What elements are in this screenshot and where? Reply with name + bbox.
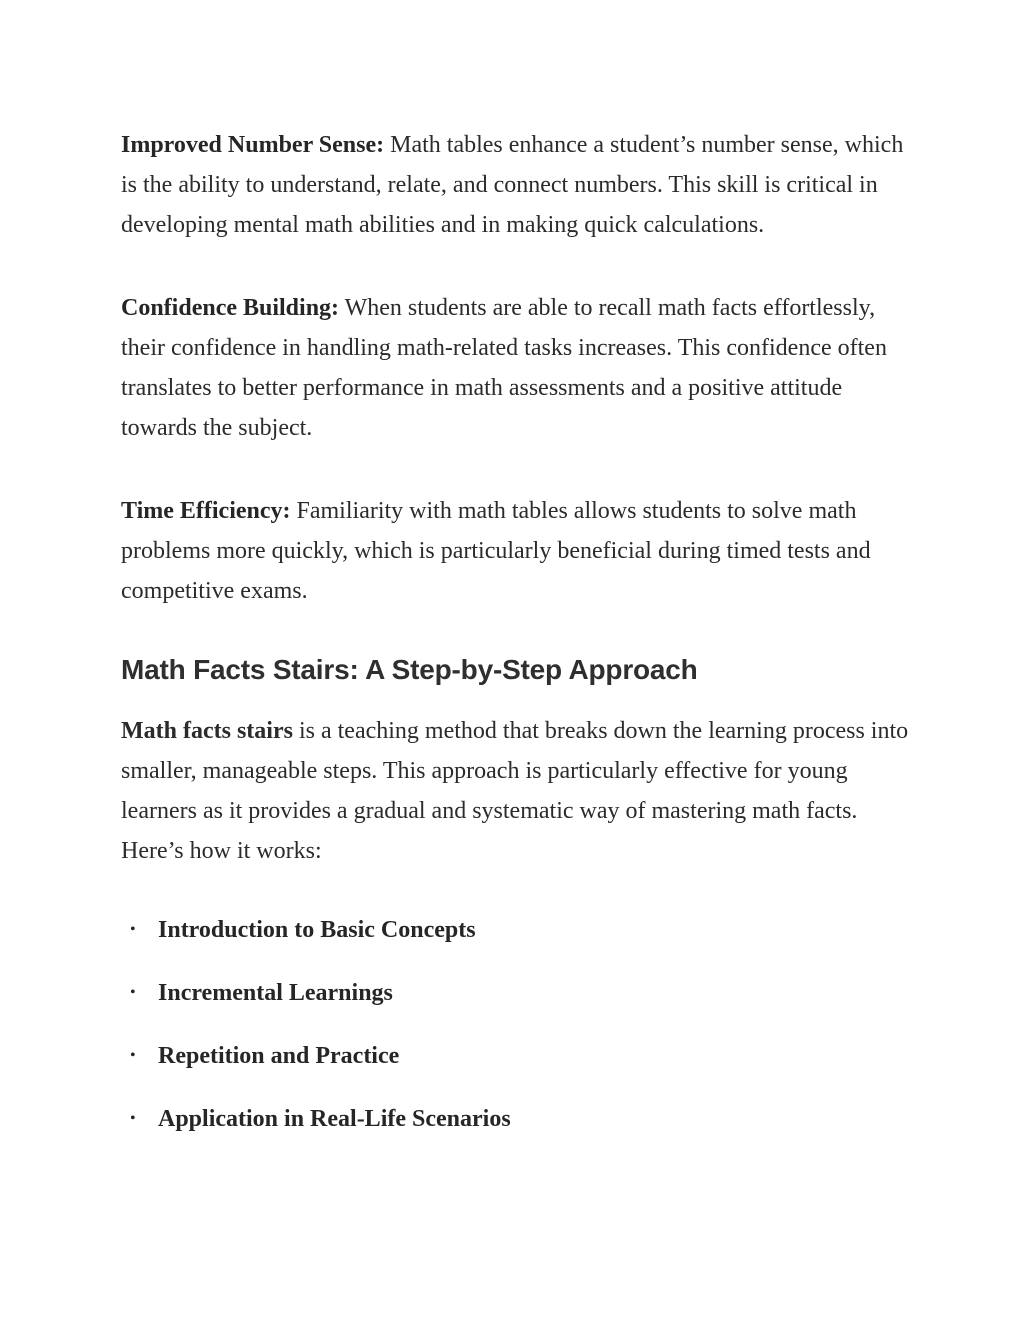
list-item — [121, 910, 911, 950]
bullet-icon: • — [130, 984, 136, 1001]
confidence-term: Confidence Building: — [121, 295, 340, 321]
step-label: Application in Real-Life Scenarios — [158, 1106, 511, 1132]
stairs-intro-text: is a teaching method that breaks down the learning process into smaller, manageable steps. This approach is particularly effective for young learners as it provides a gradual and systematic way of mastering math facts. Here’s how it works: — [121, 718, 909, 864]
step-label: Incremental Learnings — [158, 980, 393, 1006]
list-item — [121, 973, 911, 1013]
list-item — [121, 1036, 911, 1076]
bullet-icon: • — [130, 1110, 136, 1127]
time-efficiency-text: Familiarity with math tables allows students to solve math problems more quickly, which is particularly beneficial during timed tests and competitive exams. — [121, 498, 871, 604]
list-item — [121, 1099, 911, 1139]
confidence-paragraph — [121, 288, 911, 448]
section-heading: Math Facts Stairs: A Step-by-Step Approach — [121, 654, 698, 685]
confidence-text: When students are able to recall math facts effortlessly, their confidence in handling math-related tasks increases. This confidence often translates to better performance in math assessments and a positive attitude towards the subject. — [121, 295, 887, 441]
stairs-intro-term: Math facts stairs — [121, 718, 293, 744]
step-label: Repetition and Practice — [158, 1043, 400, 1069]
document-page — [121, 125, 911, 1162]
time-efficiency-paragraph — [121, 491, 911, 611]
number-sense-paragraph — [121, 125, 911, 245]
number-sense-term: Improved Number Sense: — [121, 132, 385, 158]
time-efficiency-term: Time Efficiency: — [121, 498, 291, 524]
bullet-icon: • — [130, 1047, 136, 1064]
number-sense-text: Math tables enhance a student’s number sense, which is the ability to understand, relate, and connect numbers. This skill is critical in developing mental math abilities and in making quick calculations. — [121, 132, 904, 238]
bullet-icon: • — [130, 921, 136, 938]
step-label: Introduction to Basic Concepts — [158, 917, 476, 943]
stairs-intro-paragraph — [121, 711, 911, 871]
steps-list — [121, 910, 911, 1139]
